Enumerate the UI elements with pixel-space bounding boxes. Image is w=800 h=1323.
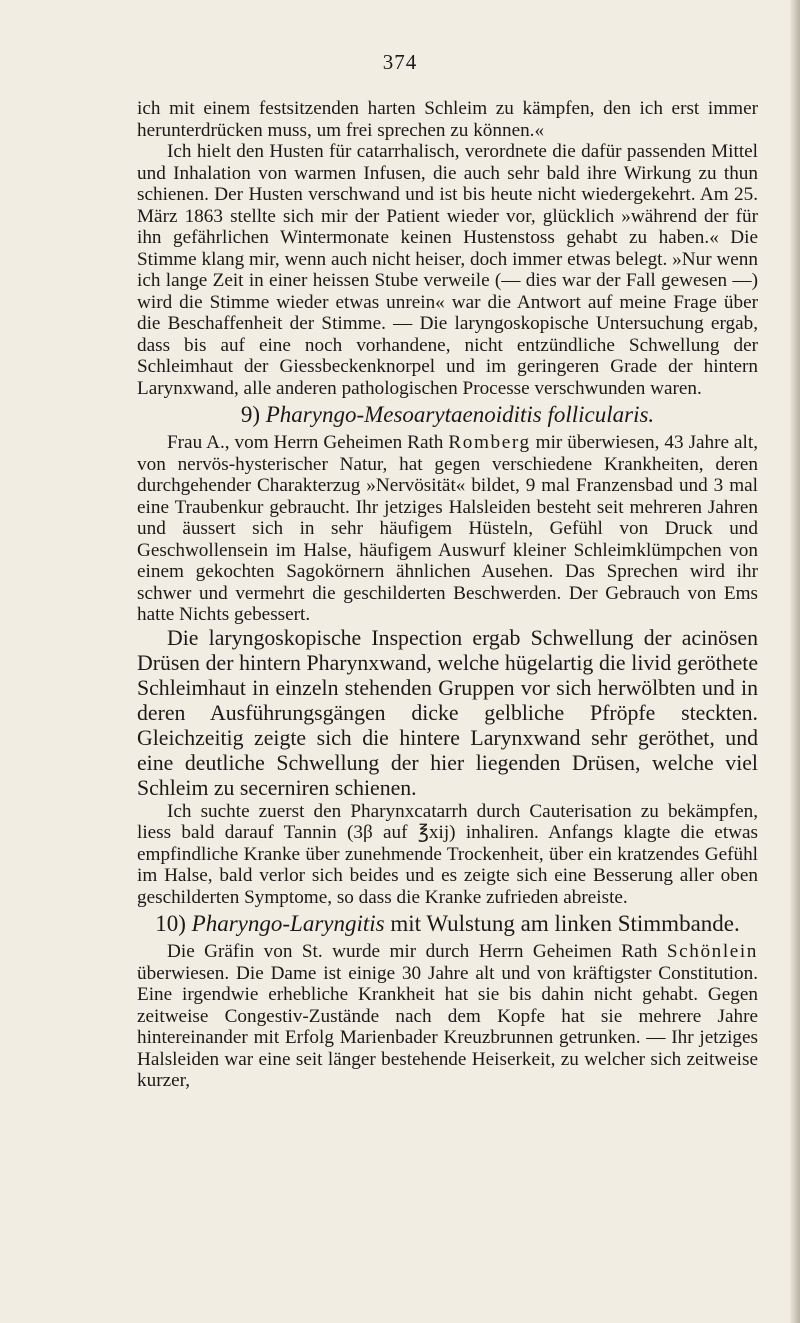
paragraph-treatment: Ich suchte zuerst den Pharynxcatarrh durch Cauterisation zu bekämpfen, liess bald darauf Tannin (3β auf ℥xij) inhaliren. Anfangs klagte die etwas empfindliche Kranke über zunehmende Trockenheit, über ein kratzendes Gefühl im Halse, bald verlor sich beides und es zeigte sich eine Besserung aller oben geschilderten Symptome, so dass die Kranke zufrieden abreiste. <box>137 800 758 908</box>
case-10-body: überwiesen. Die Dame ist einige 30 Jahre alt und von kräftigster Constitution. Eine irgendwie erhebliche Krankheit hat sie bis dahin nicht gehabt. Gegen zeitweise Congestiv-Zustände nach dem Kopfe hat sie mehrere Jahre hintereinander mit Erfolg Marienbader Kreuzbrunnen getrunken. — Ihr jetziges Halsleiden war eine seit länger bestehende Heiserkeit, zu welcher sich zeitweise kurzer, <box>137 962 758 1091</box>
paragraph-inspection: Die laryngoskopische Inspection ergab Schwellung der acinösen Drüsen der hintern Pharynxwand, welche hügelartig die livid geröthete Schleimhaut in einzeln stehenden Gruppen vor sich herwölbten und in deren Ausführungsgängen dicke gelbliche Pfröpfe steckten. Gleichzeitig zeigte sich die hintere Larynxwand sehr geröthet, und eine deutliche Schwellung der hier liegenden Drüsen, welche viel Schleim zu secerniren schienen. <box>137 625 758 800</box>
case-9-body: mir überwiesen, 43 Jahre alt, von nervös-hysterischer Natur, hat gegen verschiedene Krankheiten, deren durchgehender Charakterzug »Nervösität« bildet, 9 mal Franzensbad und 3 mal eine Traubenkur gebraucht. Ihr jetziges Halsleiden besteht seit mehreren Jahren und äussert sich in sehr häufigem Hüsteln, Gefühl von Druck und Geschwollensein im Halse, häufigem Auswurf kleiner Schleimklümpchen von einem gekochten Sagokörnern ähnlichen Ausehen. Das Sprechen wird ihr schwer und vermehrt die geschilderten Beschwerden. Der Gebrauch von Ems hatte Nichts gebessert. <box>137 432 759 625</box>
paragraph-case-10 <box>137 941 758 1092</box>
case-9-intro: Frau A., vom Herrn Geheimen Rath <box>167 432 444 453</box>
case-title-9: Pharyngo-Mesoarytaenoiditis follicularis. <box>265 402 655 427</box>
case-title-10-rest: mit Wulstung am linken Stimmbande. <box>390 911 740 936</box>
body-text <box>137 98 758 1092</box>
case-title-10: Pharyngo-Laryngitis <box>191 911 385 936</box>
paragraph-case-9 <box>137 432 758 626</box>
page-number: 374 <box>382 50 418 74</box>
paragraph-continuation: ich mit einem festsitzenden harten Schleim zu kämpfen, den ich erst immer herunterdrücken muss, um frei sprechen zu können.« <box>137 98 758 141</box>
case-number-9: 9) <box>240 402 260 427</box>
page-edge <box>790 0 800 1323</box>
case-number-10: 10) <box>155 911 186 936</box>
case-heading-9 <box>137 402 758 428</box>
case-heading-10 <box>137 911 758 937</box>
physician-name-romberg: Romberg <box>448 432 531 453</box>
case-10-intro: Die Gräfin von St. wurde mir durch Herrn Geheimen Rath <box>167 941 658 962</box>
paragraph-diagnosis: Ich hielt den Husten für catarrhalisch, verordnete die dafür passenden Mittel und Inhalation von warmen Infusen, die auch sehr bald ihre Wirkung zu thun schienen. Der Husten verschwand und ist bis heute nicht wiedergekehrt. Am 25. März 1863 stellte sich mir der Patient wieder vor, glücklich »während der für ihn gefährlichen Wintermonate keinen Hustenstoss gehabt zu haben.« Die Stimme klang mir, wenn auch nicht heiser, doch immer etwas belegt. »Nur wenn ich lange Zeit in einer heissen Stube verweile (— dies war der Fall gewesen —) wird die Stimme wieder etwas unrein« war die Antwort auf meine Frage über die Beschaffenheit der Stimme. — Die laryngoskopische Untersuchung ergab, dass bis auf eine noch vorhandene, nicht entzündliche Schwellung der Schleimhaut der Giessbeckenknorpel und im geringeren Grade der hintern Larynxwand, alle anderen pathologischen Processe verschwunden waren. <box>137 141 758 399</box>
physician-name-schoenlein: Schönlein <box>666 941 758 962</box>
